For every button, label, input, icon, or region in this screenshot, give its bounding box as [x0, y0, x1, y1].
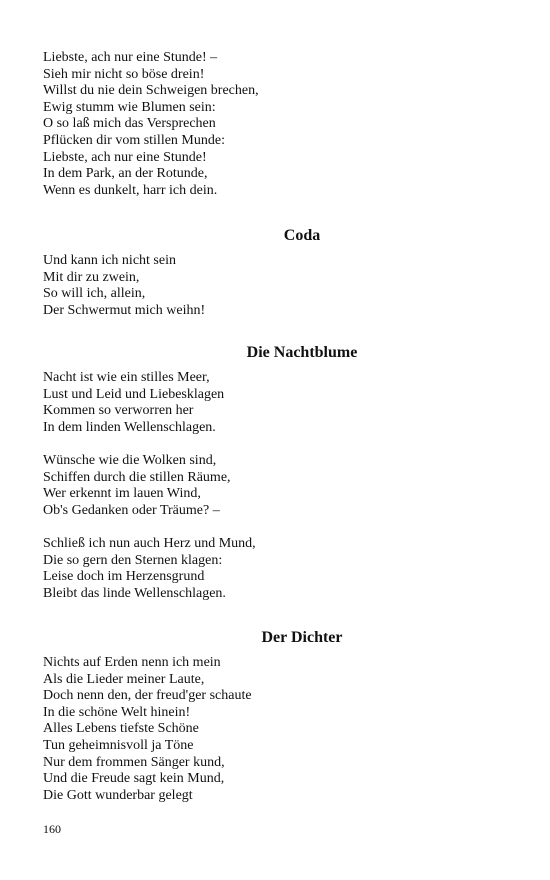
verse-line: Pflücken dir vom stillen Munde:	[43, 132, 225, 148]
poem-body-coda	[43, 253, 205, 319]
verse-line: Schließ ich nun auch Herz und Mund,	[43, 535, 256, 551]
stanza	[43, 370, 256, 436]
poem-body-nachtblume	[43, 370, 256, 602]
poem-title-dichter: Der Dichter	[261, 629, 343, 646]
verse-line: Willst du nie dein Schweigen brechen,	[43, 83, 259, 99]
page-number: 160	[43, 822, 61, 836]
verse-line: Liebste, ach nur eine Stunde!	[43, 149, 207, 165]
verse-line: Und die Freude sagt kein Mund,	[43, 771, 225, 787]
verse-line: Alles Lebens tiefste Schöne	[43, 721, 199, 737]
poem-body-dichter	[43, 655, 252, 804]
verse-line: Wenn es dunkelt, harr ich dein.	[43, 182, 218, 198]
verse-line: Die Gott wunderbar gelegt	[43, 787, 193, 803]
stanza	[43, 536, 256, 602]
verse-line: Doch nenn den, der freud'ger schaute	[43, 688, 252, 704]
verse-line: Nacht ist wie ein stilles Meer,	[43, 370, 210, 385]
stanza	[43, 50, 259, 199]
verse-line: Nur dem frommen Sänger kund,	[43, 754, 225, 770]
verse-line: Bleibt das linde Wellenschlagen.	[43, 585, 226, 601]
verse-line: Tun geheimnisvoll ja Töne	[43, 737, 194, 753]
verse-line: In die schöne Welt hinein!	[43, 704, 191, 720]
verse-line: Der Schwermut mich weihn!	[43, 302, 206, 318]
verse-line: Sieh mir nicht so böse drein!	[43, 66, 205, 82]
verse-line: Mit dir zu zwein,	[43, 269, 140, 285]
verse-line: Nichts auf Erden nenn ich mein	[43, 655, 221, 670]
verse-line: Leise doch im Herzensgrund	[43, 569, 205, 585]
verse-line: Und kann ich nicht sein	[43, 253, 176, 268]
verse-line: Als die Lieder meiner Laute,	[43, 671, 205, 687]
stanza	[43, 253, 205, 319]
poem-continuation	[43, 50, 259, 199]
verse-line: Schiffen durch die stillen Räume,	[43, 469, 231, 485]
verse-line: Wer erkennt im lauen Wind,	[43, 486, 201, 502]
verse-line: Lust und Leid und Liebesklagen	[43, 386, 225, 402]
verse-line: Ewig stumm wie Blumen sein:	[43, 99, 216, 115]
poem-title-coda: Coda	[283, 227, 321, 244]
poem-title-nachtblume: Die Nachtblume	[246, 344, 358, 361]
verse-line: Ob's Gedanken oder Träume? –	[43, 502, 220, 518]
verse-line: So will ich, allein,	[43, 286, 146, 302]
verse-line: Liebste, ach nur eine Stunde! –	[43, 50, 218, 65]
stanza	[43, 655, 252, 804]
verse-line: In dem linden Wellenschlagen.	[43, 419, 216, 435]
verse-line: Kommen so verworren her	[43, 403, 194, 419]
stanza	[43, 453, 256, 519]
verse-line: Wünsche wie die Wolken sind,	[43, 452, 217, 468]
verse-line: Die so gern den Sternen klagen:	[43, 552, 223, 568]
verse-line: O so laß mich das Versprechen	[43, 116, 216, 132]
verse-line: In dem Park, an der Rotunde,	[43, 166, 208, 182]
